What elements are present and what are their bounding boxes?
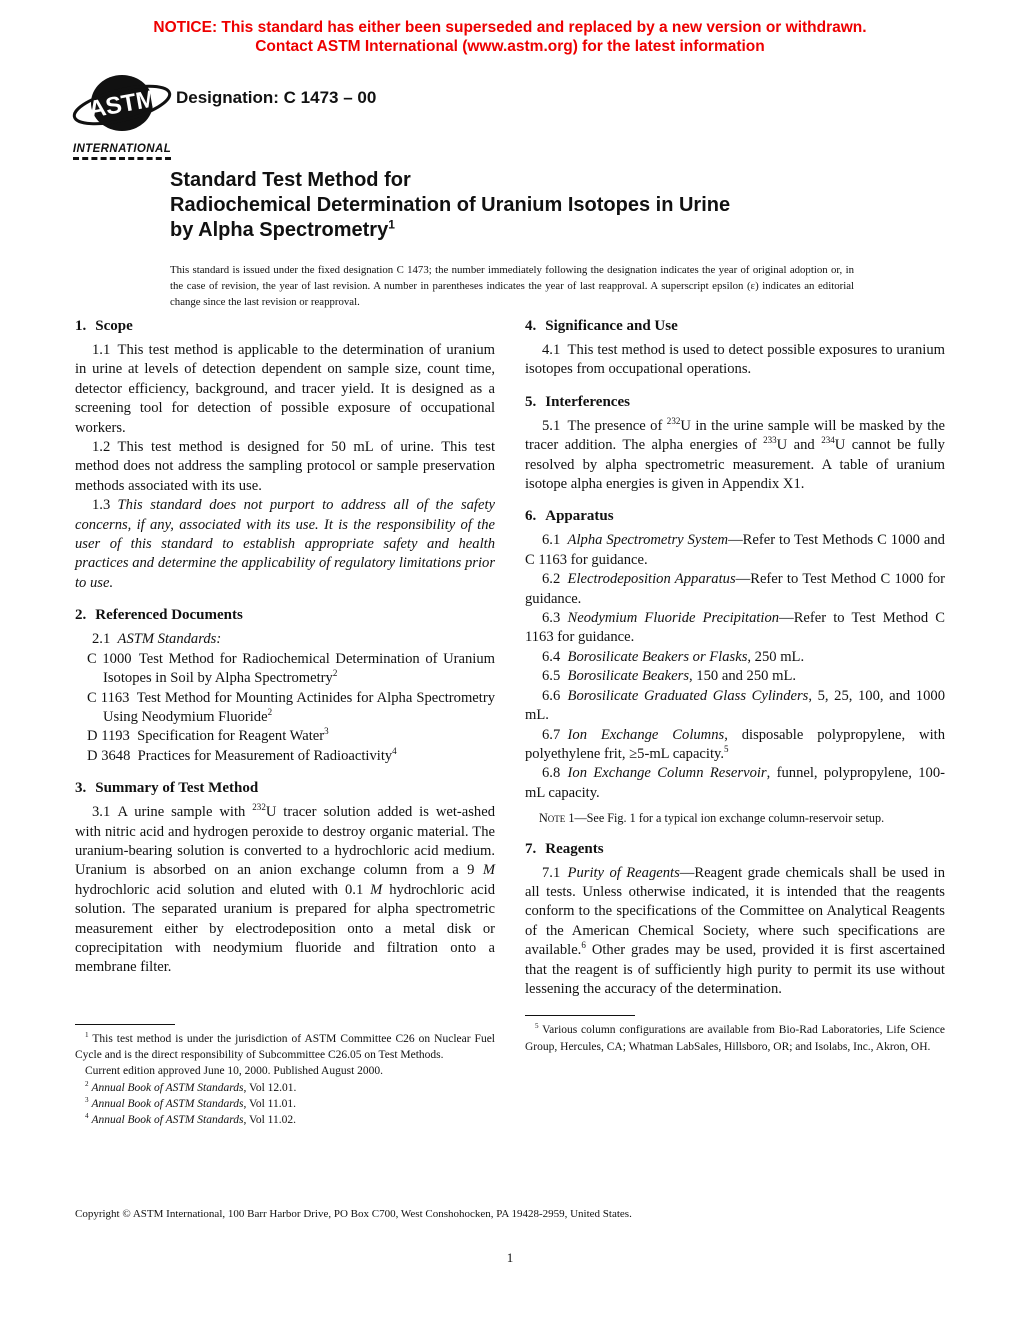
text-segment: —Refer to Test Method C 1163 for guidance. bbox=[525, 610, 945, 646]
text-segment: This test method is under the jurisdiction of ASTM Committee C26 on Nuclear Fuel Cycle and is the direct responsibility of Subcommittee C26.05 on Test Methods. bbox=[75, 1032, 495, 1062]
paragraph bbox=[525, 648, 945, 667]
text-segment: ASTM Standards: bbox=[117, 631, 222, 648]
text-segment: 4.1 This test method is used to detect possible exposures to uranium isotopes from occupational operations. bbox=[525, 342, 945, 378]
page-number: 1 bbox=[506, 1250, 514, 1265]
superscript-ref: 5 bbox=[535, 1022, 539, 1031]
section-heading bbox=[525, 507, 945, 526]
section-title: Reagents bbox=[545, 840, 604, 857]
superscript-ref: 3 bbox=[324, 726, 329, 737]
section-number: 4. bbox=[525, 318, 537, 334]
section-heading bbox=[75, 606, 495, 625]
superscript-ref: 5 bbox=[724, 744, 729, 755]
text-segment: Note 1 bbox=[539, 811, 575, 826]
paragraph bbox=[525, 726, 945, 765]
text-segment: U cannot be fully resolved by alpha spectrometric measurement. A table of uranium isotope alpha energies is given in Appendix X1. bbox=[525, 437, 945, 493]
text-segment: Purity of Reagents bbox=[567, 864, 680, 881]
text-segment: 6.2 bbox=[542, 571, 568, 588]
text-segment: 1.2 This test method is designed for 50 mL of urine. This test method does not address the sampling protocol or sample preservation methods associated with its use. bbox=[75, 439, 495, 494]
left-footnote-block bbox=[75, 1024, 495, 1129]
body-columns bbox=[75, 317, 945, 1129]
superscript-ref: 234 bbox=[821, 435, 835, 446]
right-column bbox=[525, 317, 945, 1129]
paragraph bbox=[525, 609, 945, 648]
paragraph bbox=[75, 630, 495, 649]
text-segment: 7.1 bbox=[542, 864, 568, 881]
right-column-sections bbox=[525, 317, 945, 999]
text-segment: , 5, 25, 100, and 1000 mL. bbox=[525, 687, 945, 724]
designation: Designation: C 1473 – 00 bbox=[176, 88, 377, 107]
superscript-ref: 2 bbox=[267, 707, 273, 718]
section-number: 1. bbox=[75, 318, 87, 334]
standard-disclaimer: This standard is issued under the fixed designation C 1473; the number immediately following the designation indicates the year of original adoption or, in the case of revision, the year of last revision. A number in parentheses indicates the year of last reapproval. A superscript epsilon (ε) indicates an editorial change since the last revision or reapproval. bbox=[170, 264, 854, 308]
text-segment: 6.1 bbox=[542, 532, 568, 549]
section-heading bbox=[525, 393, 945, 412]
section-number: 5. bbox=[525, 393, 537, 410]
footnote-rule bbox=[525, 1015, 635, 1016]
text-segment: , 150 and 250 mL. bbox=[689, 668, 797, 685]
text-segment: —Reagent grade chemicals shall be used in all tests. Unless otherwise indicated, it is intended that the reagents conform to the specifications of the Committee on Analytical Reagents of the American Chemical Society, where such specifications are available. bbox=[525, 864, 945, 959]
text-segment: M bbox=[370, 881, 383, 898]
section-heading bbox=[75, 779, 495, 798]
paragraph bbox=[525, 764, 945, 803]
section-4 bbox=[525, 317, 945, 380]
section-heading bbox=[525, 840, 945, 859]
text-segment: 6.8 bbox=[542, 765, 568, 782]
section-title: Interferences bbox=[545, 393, 630, 410]
text-segment: Borosilicate Beakers bbox=[567, 668, 689, 685]
note-paragraph bbox=[525, 811, 945, 827]
text-segment: , Vol 11.01. bbox=[243, 1097, 297, 1110]
withdrawal-notice-line2: Contact ASTM International (www.astm.org) for the latest information bbox=[255, 38, 765, 55]
text-segment: , disposable polypropylene, with polyethylene frit, ≥5-mL capacity. bbox=[525, 726, 945, 762]
withdrawal-notice-line1: NOTICE: This standard has either been superseded and replaced by a new version or withdrawn. bbox=[153, 19, 867, 36]
text-segment: Annual Book of ASTM Standards bbox=[91, 1114, 244, 1127]
text-segment: Current edition approved June 10, 2000. Published August 2000. bbox=[85, 1065, 384, 1078]
superscript-ref: 2 bbox=[332, 668, 338, 679]
section-number: 7. bbox=[525, 840, 537, 857]
text-segment: Ion Exchange Column Reservoir bbox=[567, 765, 767, 782]
text-segment: Neodymium Fluoride Precipitation bbox=[567, 610, 780, 627]
title-line1: Standard Test Method for bbox=[170, 169, 411, 191]
paragraph bbox=[75, 496, 495, 593]
document-title bbox=[170, 168, 890, 243]
text-segment: Ion Exchange Columns bbox=[567, 726, 725, 743]
text-segment: , funnel, polypropylene, 100-mL capacity. bbox=[525, 765, 945, 801]
text-segment: —Refer to Test Methods C 1000 and C 1163 for guidance. bbox=[525, 532, 945, 568]
section-heading bbox=[75, 317, 495, 336]
section-2 bbox=[75, 606, 495, 766]
paragraph bbox=[525, 687, 945, 726]
section-7 bbox=[525, 840, 945, 1000]
superscript-ref: 2 bbox=[85, 1079, 89, 1088]
title-line3: by Alpha Spectrometry$^1$ bbox=[170, 217, 395, 241]
astm-globe-icon bbox=[70, 74, 174, 134]
superscript-ref: 4 bbox=[85, 1112, 89, 1121]
paragraph bbox=[75, 650, 495, 689]
superscript-ref: 232 bbox=[252, 802, 266, 813]
text-segment: 2.1 bbox=[92, 631, 118, 648]
paragraph bbox=[525, 417, 945, 495]
text-segment: hydrochloric acid solution and eluted with 0.1 bbox=[75, 881, 371, 898]
paragraph bbox=[525, 341, 945, 380]
section-1 bbox=[75, 317, 495, 593]
text-segment: C 1000 Test Method for Radiochemical Determination of Uranium Isotopes in Soil by Alpha Spectrometry bbox=[87, 650, 495, 687]
paragraph bbox=[75, 727, 495, 746]
text-segment: Borosilicate Graduated Glass Cylinders bbox=[567, 687, 809, 704]
section-number: 3. bbox=[75, 780, 87, 797]
superscript-ref: 4 bbox=[392, 745, 397, 756]
footnote bbox=[75, 1063, 495, 1079]
text-segment: , Vol 12.01. bbox=[243, 1081, 297, 1094]
text-segment: U and bbox=[776, 437, 822, 454]
left-footnotes bbox=[75, 1031, 495, 1129]
section-title: Scope bbox=[95, 318, 133, 334]
paragraph bbox=[75, 438, 495, 496]
text-segment: M bbox=[482, 862, 495, 879]
text-segment: C 1163 Test Method for Mounting Actinides for Alpha Spectrometry Using Neodymium Fluoride bbox=[87, 689, 495, 725]
footnote bbox=[75, 1031, 495, 1064]
text-segment: Various column configurations are available from Bio-Rad Laboratories, Life Science Group, Hercules, CA; Whatman LabSales, Hillsboro, OR; and Isolabs, Inc., Akron, OH. bbox=[525, 1024, 945, 1053]
superscript-ref: 1 bbox=[85, 1030, 89, 1039]
text-segment: hydrochloric acid solution. The separated uranium is prepared for alpha spectrometric measurement either by electrodeposition onto a metal disk or coprecipitation with neodymium fluoride and filtration onto a membrane filter. bbox=[75, 881, 496, 976]
astm-logo bbox=[70, 74, 174, 160]
astm-logo-caption: INTERNATIONAL bbox=[73, 143, 171, 160]
text-segment: 6.6 bbox=[542, 687, 568, 704]
text-segment: —Refer to Test Method C 1000 for guidance. bbox=[525, 571, 945, 607]
text-segment: , 250 mL. bbox=[747, 648, 805, 665]
paragraph bbox=[75, 689, 495, 728]
text-segment: D 3648 Practices for Measurement of Radioactivity bbox=[87, 747, 393, 764]
right-footnotes bbox=[525, 1022, 945, 1055]
section-3 bbox=[75, 779, 495, 978]
paragraph bbox=[525, 570, 945, 609]
text-segment: Electrodeposition Apparatus bbox=[567, 571, 736, 588]
text-segment: U tracer solution added is wet-ashed with nitric acid and hydrogen peroxide to destroy organic material. The uranium-bearing solution is converted to a hydrochloric acid medium. Uranium is absorbed on an anion exchange column from a 9 bbox=[75, 804, 495, 879]
text-segment: D 1193 Specification for Reagent Water bbox=[87, 728, 325, 745]
paragraph bbox=[75, 747, 495, 766]
text-segment: Annual Book of ASTM Standards bbox=[91, 1081, 244, 1094]
section-5 bbox=[525, 393, 945, 495]
text-segment: 6.3 bbox=[542, 610, 568, 627]
footnote bbox=[75, 1112, 495, 1128]
text-segment: Borosilicate Beakers or Flasks bbox=[567, 648, 748, 665]
section-title: Significance and Use bbox=[545, 318, 678, 334]
superscript-ref: 232 bbox=[666, 415, 681, 426]
astm-logo-text: ASTM bbox=[86, 85, 159, 124]
text-segment: Alpha Spectrometry System bbox=[567, 532, 729, 549]
paragraph bbox=[525, 667, 945, 686]
footnote-rule bbox=[75, 1024, 175, 1025]
left-column-sections bbox=[75, 317, 495, 978]
footnote bbox=[75, 1096, 495, 1112]
withdrawal-notice bbox=[0, 18, 1020, 56]
footnote bbox=[525, 1022, 945, 1055]
section-number: 2. bbox=[75, 607, 87, 624]
right-footnote-block bbox=[525, 1015, 945, 1055]
text-segment: 1.3 bbox=[92, 497, 118, 514]
section-title: Apparatus bbox=[545, 508, 614, 525]
title-line2: Radiochemical Determination of Uranium Isotopes in Urine bbox=[170, 194, 731, 216]
section-heading bbox=[525, 317, 945, 336]
text-segment: 6.5 bbox=[542, 668, 568, 685]
section-title: Summary of Test Method bbox=[95, 780, 259, 797]
text-segment: 6.7 bbox=[542, 726, 568, 743]
paragraph bbox=[525, 531, 945, 570]
text-segment: Annual Book of ASTM Standards bbox=[91, 1097, 244, 1110]
text-segment: U in the urine sample will be masked by the tracer addition. The alpha energies of bbox=[525, 417, 945, 454]
section-6 bbox=[525, 507, 945, 826]
paragraph bbox=[525, 864, 945, 1000]
text-segment: This standard does not purport to address all of the safety concerns, if any, associated with its use. It is the responsibility of the user of this standard to establish appropriate safety and health practices and determine the applicability of regulatory limitations prior to use. bbox=[75, 497, 495, 591]
footnote bbox=[75, 1080, 495, 1096]
superscript-ref: 6 bbox=[581, 940, 586, 951]
title-footnote-ref: 1 bbox=[388, 217, 395, 232]
text-segment: , Vol 11.02. bbox=[243, 1114, 297, 1127]
copyright-line: Copyright © ASTM International, 100 Barr Harbor Drive, PO Box C700, West Conshohocken, PA 19428-2959, United States. bbox=[75, 1208, 632, 1220]
section-number: 6. bbox=[525, 508, 537, 525]
text-segment: —See Fig. 1 for a typical ion exchange column-reservoir setup. bbox=[574, 811, 885, 826]
paragraph bbox=[75, 803, 495, 978]
text-segment: 1.1 This test method is applicable to the determination of uranium in urine at levels of detection dependent on sample size, count time, detector efficiency, background, and tracer yield. It is designed as a screening tool for detection of possible exposure of occupational workers. bbox=[75, 342, 495, 436]
text-segment: 3.1 A urine sample with bbox=[92, 804, 253, 821]
paragraph bbox=[75, 341, 495, 438]
superscript-ref: 3 bbox=[85, 1096, 89, 1105]
text-segment: 5.1 The presence of bbox=[542, 417, 667, 434]
superscript-ref: 233 bbox=[763, 435, 777, 446]
text-segment: Other grades may be used, provided it is first ascertained that the reagent is of sufficiently high purity to permit its use without lessening the accuracy of the determination. bbox=[525, 942, 945, 998]
left-column bbox=[75, 317, 495, 1129]
section-title: Referenced Documents bbox=[95, 607, 243, 624]
text-segment: 6.4 bbox=[542, 648, 568, 665]
